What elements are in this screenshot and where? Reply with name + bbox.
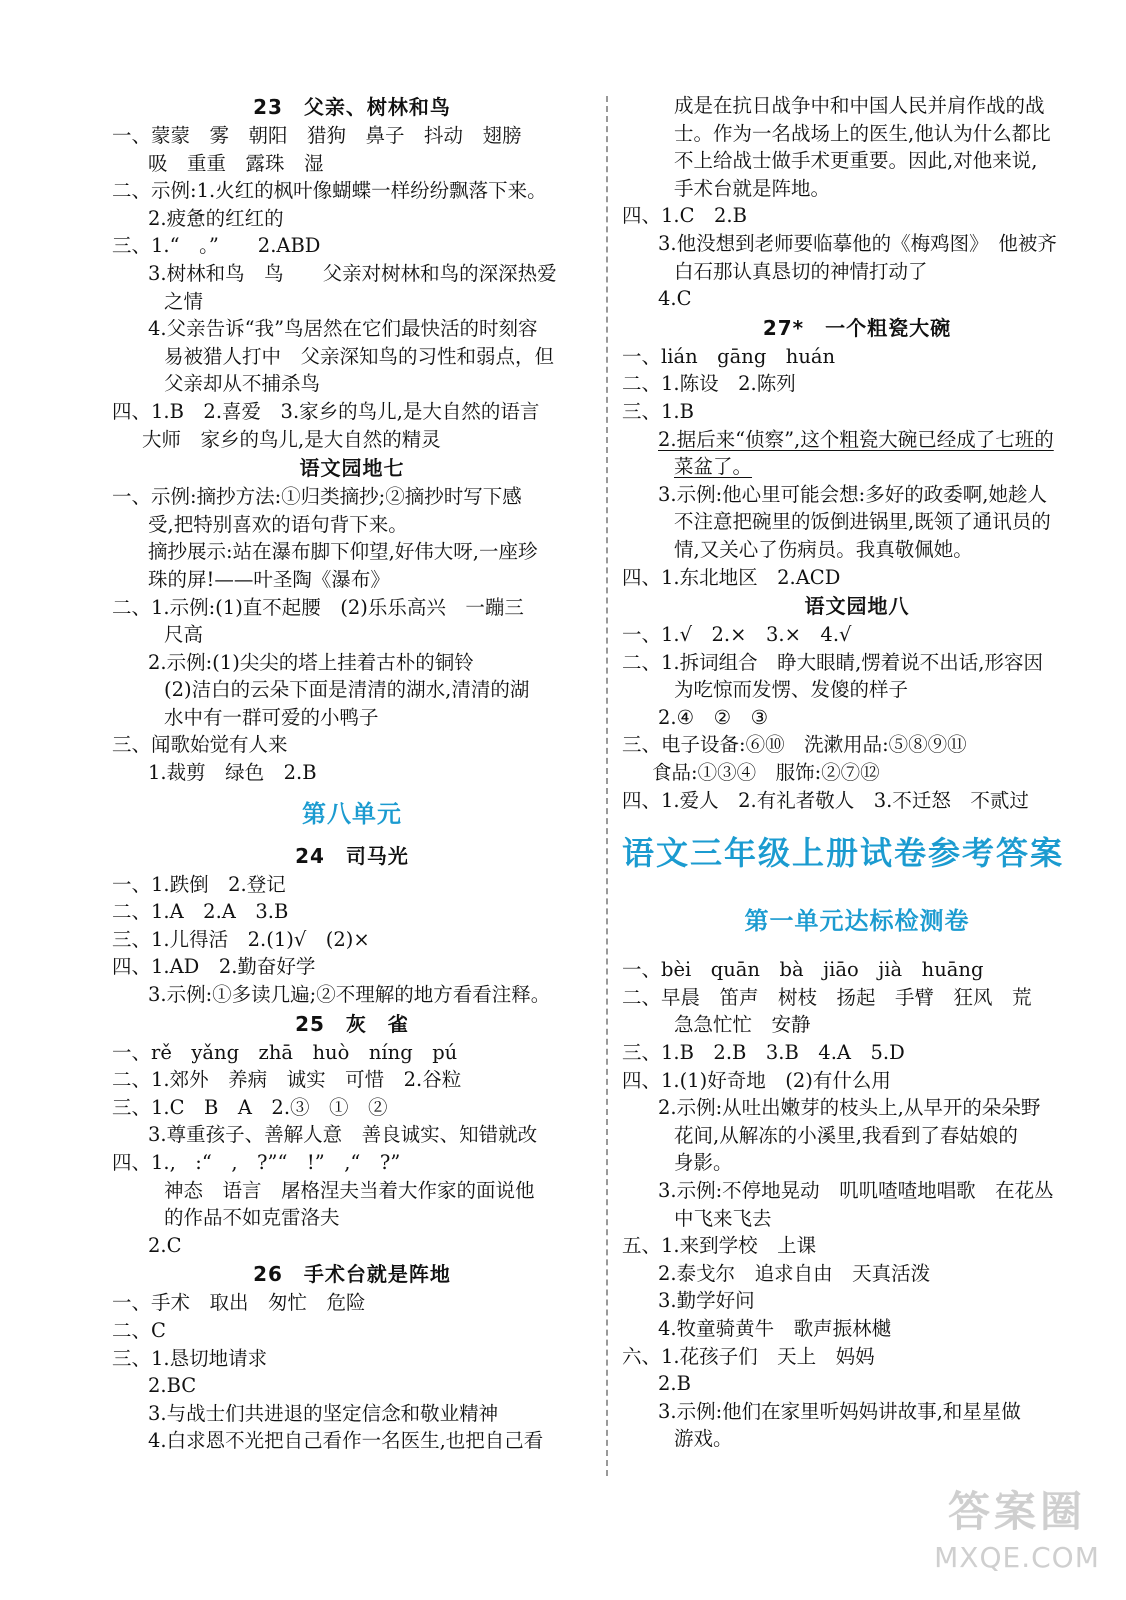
answer-line: 4.白求恩不光把自己看作一名医生,也把自己看	[148, 1429, 544, 1453]
section-heading: 25 灰 雀	[295, 1011, 409, 1036]
answer-line: 3.与战士们共进退的坚定信念和敬业精神	[148, 1401, 499, 1425]
section-heading: 第八单元	[302, 799, 402, 828]
answer-line: 3.示例:他们在家里听妈妈讲故事,和星星做	[658, 1399, 1021, 1423]
answer-line: 为吃惊而发愣、发傻的样子	[674, 678, 909, 702]
answer-line: 2.示例:从吐出嫩芽的枝头上,从早开的朵朵野	[658, 1096, 1041, 1120]
answer-line: 三、1.儿得活 2.(1)√ (2)×	[112, 927, 370, 951]
answer-line: 四、1.B 2.喜爱 3.家乡的鸟儿,是大自然的语言	[112, 399, 540, 423]
answer-line: 易被猎人打中 父亲深知鸟的习性和弱点，但	[164, 344, 555, 368]
answer-line: 六、1.花孩子们 天上 妈妈	[622, 1344, 875, 1368]
answer-line: 3.他没想到老师要临摹他的《梅鸡图》 他被齐	[658, 231, 1057, 255]
answer-line: 2.疲惫的红红的	[148, 206, 284, 230]
answer-line: 一、lián gāng huán	[622, 344, 836, 368]
answer-line: 3.示例:不停地晃动 叽叽喳喳地唱歌 在花丛	[658, 1179, 1054, 1202]
watermark-logo	[922, 1484, 1112, 1594]
answer-line: 食品:①③④ 服饰:②⑦⑫	[652, 761, 880, 785]
section-heading: 27* 一个粗瓷大碗	[762, 315, 952, 340]
answer-line: 2.C	[148, 1233, 182, 1257]
answer-line: 4.C	[658, 287, 692, 311]
answer-line: 3.尊重孩子、善解人意 善良诚实、知错就改	[148, 1123, 538, 1147]
answer-line: 1.裁剪 绿色 2.B	[148, 761, 317, 785]
answer-line: 4.牧童骑黄牛 歌声振林樾	[658, 1316, 892, 1340]
section-heading: 23 父亲、树林和鸟	[253, 95, 451, 119]
answer-line: 的作品不如克雷洛夫	[164, 1206, 340, 1230]
watermark-text: 答案圈	[947, 1487, 1086, 1536]
answer-line: 三、闻歌始觉有人来	[112, 733, 288, 757]
answer-line: 四、1.C 2.B	[622, 204, 747, 228]
answer-line: 三、1.恳切地请求	[112, 1346, 268, 1370]
answer-line: 不上给战士做手术更重要。因此,对他来说,	[674, 149, 1038, 173]
answer-line: 身影。	[674, 1151, 733, 1175]
answer-line: 2.④ ② ③	[658, 705, 769, 729]
answer-line: 三、1.B	[622, 399, 694, 423]
answer-line: 士。作为一名战场上的医生,他认为什么都比	[674, 121, 1051, 145]
answer-line: 一、示例:摘抄方法:①归类摘抄;②摘抄时写下感	[112, 485, 522, 509]
answer-line: 一、蒙蒙 雾 朝阳 猎狗 鼻子 抖动 翅膀	[112, 124, 522, 147]
answer-line: 二、1.拆词组合 睁大眼睛,愣着说不出话,形容因	[622, 650, 1044, 674]
answer-line: 五、1.来到学校 上课	[622, 1234, 817, 1258]
answer-line: 摘抄展示:站在瀑布脚下仰望,好伟大呀,一座珍	[148, 540, 538, 564]
answer-line: 四、1.(1)好奇地 (2)有什么用	[622, 1068, 891, 1092]
answer-line: 急急忙忙 安静	[674, 1013, 811, 1037]
answer-line: 吸 重重 露珠 湿	[148, 151, 324, 175]
answer-line: (2)洁白的云朵下面是清清的湖水,清清的湖	[164, 678, 530, 702]
answer-line: 一、rě yǎng zhā huò níng pú	[112, 1040, 458, 1064]
answer-line: 一、1.√ 2.× 3.× 4.√	[622, 623, 852, 647]
answer-line: 3.示例:①多读几遍;②不理解的地方看看注释。	[148, 983, 551, 1007]
answer-line: 二、1.A 2.A 3.B	[112, 900, 289, 924]
section-heading: 语文园地七	[299, 456, 405, 481]
answer-line: 四、1., :“ , ?”“ !” ,“ ?”	[112, 1151, 401, 1174]
section-heading: 语文园地八	[804, 594, 910, 619]
answer-line: 大师 家乡的鸟儿,是大自然的精灵	[142, 427, 441, 451]
answer-line: 受,把特别喜欢的语句背下来。	[148, 512, 408, 536]
answer-line: 二、早晨 笛声 树枝 扬起 手臂 狂风 荒	[622, 985, 1032, 1009]
answer-line: 2.据后来“侦察”,这个粗瓷大碗已经成了七班的	[658, 427, 1054, 451]
answer-line: 三、1.B 2.B 3.B 4.A 5.D	[622, 1041, 905, 1065]
answer-line: 3.树林和鸟 鸟 父亲对树林和鸟的深深热爱	[148, 261, 557, 285]
section-heading: 语文三年级上册试卷参考答案	[622, 834, 1065, 873]
answer-line: 二、示例:1.火红的枫叶像蝴蝶一样纷纷飘落下来。	[112, 179, 547, 203]
answer-line: 四、1.爱人 2.有礼者敬人 3.不迁怒 不贰过	[622, 788, 1029, 812]
answer-line: 三、1.C B A 2.③ ① ②	[112, 1095, 388, 1119]
section-heading: 26 手术台就是阵地	[253, 1262, 451, 1287]
answer-line: 水中有一群可爱的小鸭子	[164, 705, 379, 729]
answer-line: 三、1.“ 。” 2.ABD	[112, 234, 321, 258]
answer-line: 四、1.东北地区 2.ACD	[622, 565, 841, 589]
answer-line: 手术台就是阵地。	[674, 176, 831, 200]
answer-line: 父亲却从不捕杀鸟	[164, 372, 321, 396]
answer-line: 一、1.跌倒 2.登记	[112, 872, 286, 896]
section-heading: 第一单元达标检测卷	[744, 907, 970, 936]
answer-line: 中飞来飞去	[674, 1206, 772, 1230]
answer-line: 一、手术 取出 匆忙 危险	[112, 1291, 366, 1315]
answer-line: 二、1.示例:(1)直不起腰 (2)乐乐高兴 一蹦三	[112, 595, 524, 619]
answer-line: 四、1.AD 2.勤奋好学	[112, 955, 316, 979]
left-column	[112, 92, 592, 1455]
answer-line: 之情	[164, 289, 204, 313]
answer-line: 神态 语言 屠格涅夫当着大作家的面说他	[164, 1178, 535, 1202]
section-heading: 24 司马光	[295, 843, 409, 868]
answer-line: 三、电子设备:⑥⑩ 洗漱用品:⑤⑧⑨⑪	[622, 733, 967, 757]
right-column	[622, 92, 1092, 1453]
answer-line: 3.勤学好问	[658, 1289, 755, 1313]
answer-line: 二、1.陈设 2.陈列	[622, 372, 796, 396]
answer-line: 2.BC	[148, 1374, 197, 1398]
answer-line: 情,又关心了伤病员。我真敬佩她。	[674, 537, 973, 561]
answer-line: 珠的屏!——叶圣陶《瀑布》	[148, 567, 390, 591]
column-divider	[606, 96, 608, 1476]
answer-line: 尺高	[164, 623, 204, 647]
answer-line: 菜盆了。	[674, 455, 753, 479]
answer-line: 不注意把碗里的饭倒进锅里,既领了通讯员的	[674, 510, 1051, 534]
answer-line: 白石那认真恳切的神情打动了	[674, 259, 928, 283]
watermark-url: MXQE.COM	[934, 1541, 1100, 1574]
answer-line: 2.泰戈尔 追求自由 天真活泼	[658, 1261, 931, 1285]
answer-line: 二、1.郊外 养病 诚实 可惜 2.谷粒	[112, 1068, 462, 1092]
answer-line: 2.示例:(1)尖尖的塔上挂着古朴的铜铃	[148, 650, 474, 674]
answer-line: 一、bèi quān bà jiāo jià huāng	[622, 958, 984, 982]
answer-line: 3.示例:他心里可能会想:多好的政委啊,她趁人	[658, 482, 1047, 506]
answer-line: 二、C	[112, 1318, 166, 1342]
answer-line: 2.B	[658, 1372, 691, 1396]
answer-line: 成是在抗日战争中和中国人民并肩作战的战	[674, 94, 1045, 117]
answer-line: 4.父亲告诉“我”鸟居然在它们最快活的时刻容	[148, 317, 538, 341]
answer-line: 花间,从解冻的小溪里,我看到了春姑娘的	[674, 1123, 1018, 1147]
answer-line: 游戏。	[674, 1427, 733, 1451]
